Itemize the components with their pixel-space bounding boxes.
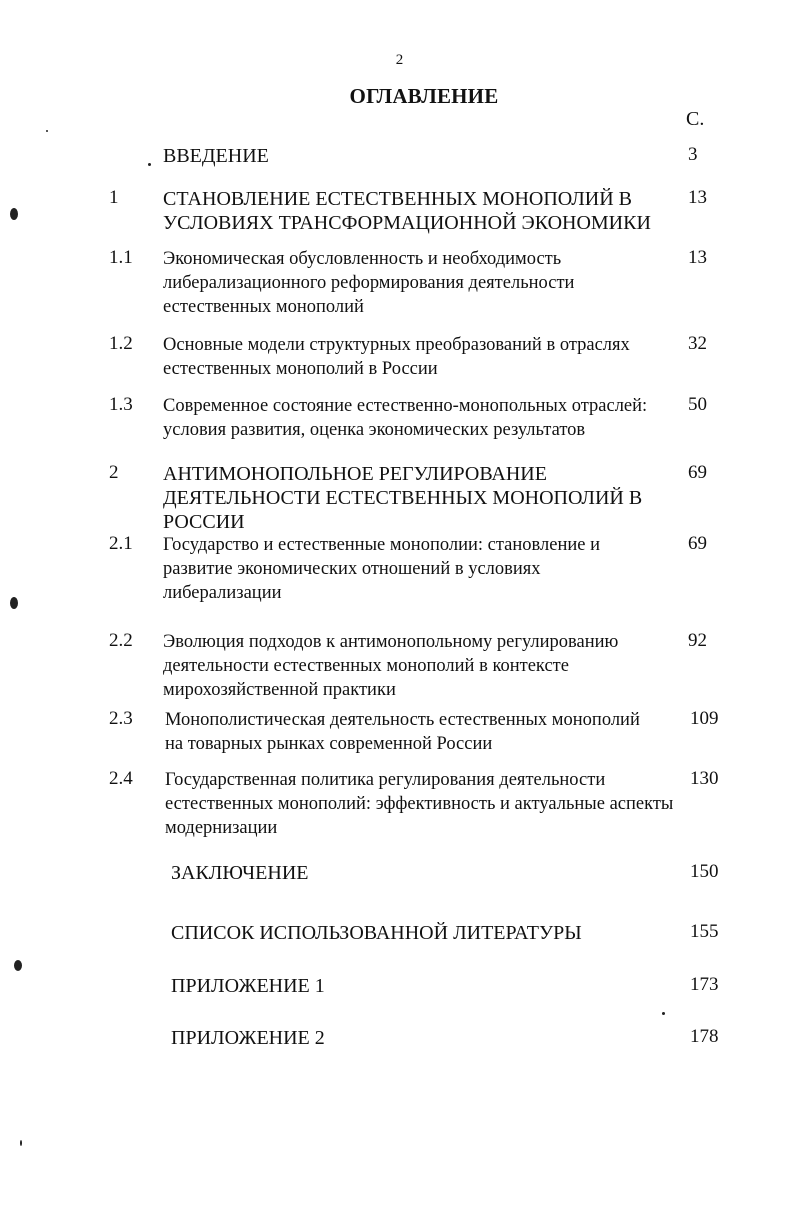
toc-entry-title-line: СПИСОК ИСПОЛЬЗОВАННОЙ ЛИТЕРАТУРЫ <box>171 922 582 944</box>
toc-entry-page: 150 <box>690 861 719 882</box>
toc-entry-page: 130 <box>690 768 719 789</box>
scan-speck <box>20 1140 22 1146</box>
toc-entry-page: 69 <box>688 533 707 554</box>
toc-entry-page: 50 <box>688 394 707 415</box>
toc-entry-title-line: Государственная политика регулирования деятельности <box>165 770 606 790</box>
toc-entry-title-line: РОССИИ <box>163 511 245 533</box>
toc-entry-number: 2.2 <box>109 630 133 651</box>
toc-entry-title-line: ВВЕДЕНИЕ <box>163 145 269 167</box>
toc-entry-title-line: либерализации <box>163 583 282 603</box>
toc-entry-title-line: УСЛОВИЯХ ТРАНСФОРМАЦИОННОЙ ЭКОНОМИКИ <box>163 212 651 234</box>
page-column-label: С. <box>686 108 705 130</box>
toc-entry-number: 1 <box>109 187 119 208</box>
page-number: 2 <box>395 52 404 68</box>
toc-entry-title-line: Современное состояние естественно-монопольных отраслей: <box>163 396 648 416</box>
scan-speck <box>10 597 18 609</box>
toc-entry-title <box>171 921 582 945</box>
toc-entry-title-line: Эволюция подходов к антимонопольному регулированию <box>163 632 619 652</box>
toc-entry-title-line: ЗАКЛЮЧЕНИЕ <box>171 862 309 884</box>
toc-entry-title <box>163 187 651 235</box>
toc-entry-page: 173 <box>690 974 719 995</box>
toc-entry-page: 109 <box>690 708 719 729</box>
toc-entry-title-line: на товарных рынках современной России <box>165 734 493 754</box>
toc-entry-title <box>163 630 618 702</box>
toc-entry-page: 69 <box>688 462 707 483</box>
toc-entry-title <box>163 247 574 319</box>
toc-entry-page: 32 <box>688 333 707 354</box>
toc-entry-number: 2.3 <box>109 708 133 729</box>
toc-entry-title <box>163 333 630 381</box>
toc-entry-title-line: ПРИЛОЖЕНИЕ 2 <box>171 1027 325 1049</box>
toc-entry-title <box>171 1026 325 1050</box>
toc-entry-page: 178 <box>690 1026 719 1047</box>
toc-entry-title-line: Государство и естественные монополии: становление и <box>163 535 601 555</box>
toc-entry-title-line: развитие экономических отношений в условиях <box>163 559 541 579</box>
toc-entry-title-line: ДЕЯТЕЛЬНОСТИ ЕСТЕСТВЕННЫХ МОНОПОЛИЙ В <box>163 487 643 509</box>
toc-entry-title <box>165 768 673 840</box>
scan-speck <box>662 1012 665 1015</box>
toc-entry-title <box>163 533 600 605</box>
toc-entry-title <box>163 462 642 534</box>
scan-speck <box>148 163 151 166</box>
toc-entry-title-line: СТАНОВЛЕНИЕ ЕСТЕСТВЕННЫХ МОНОПОЛИЙ В <box>163 188 633 210</box>
toc-entry-title-line: Основные модели структурных преобразований в отраслях <box>163 335 630 355</box>
toc-entry-title-line: естественных монополий в России <box>163 359 438 379</box>
toc-entry-number: 2.1 <box>109 533 133 554</box>
toc-entry-title-line: модернизации <box>165 818 278 838</box>
toc-entry-number: 2 <box>109 462 119 483</box>
toc-entry-title <box>171 861 308 885</box>
toc-entry-title-line: Экономическая обусловленность и необходимость <box>163 249 562 269</box>
toc-entry-title <box>171 974 325 998</box>
toc-entry-page: 13 <box>688 247 707 268</box>
toc-entry-title-line: либерализационного реформирования деятельности <box>163 273 575 293</box>
toc-entry-page: 3 <box>688 144 698 165</box>
toc-entry-title-line: естественных монополий: эффективность и актуальные аспекты <box>165 794 674 814</box>
toc-entry-title-line: мирохозяйственной практики <box>163 680 396 700</box>
toc-entry-number: 1.3 <box>109 394 133 415</box>
toc-entry-page: 155 <box>690 921 719 942</box>
toc-entry-title <box>165 708 640 756</box>
toc-entry-page: 92 <box>688 630 707 651</box>
scan-speck <box>14 960 22 971</box>
scan-speck <box>46 130 48 132</box>
toc-entry-title-line: АНТИМОНОПОЛЬНОЕ РЕГУЛИРОВАНИЕ <box>163 463 547 485</box>
toc-entry-title-line: Монополистическая деятельность естественных монополий <box>165 710 640 730</box>
toc-entry-number: 2.4 <box>109 768 133 789</box>
toc-entry-title-line: естественных монополий <box>163 297 364 317</box>
page-title: ОГЛАВЛЕНИЕ <box>349 84 499 108</box>
toc-entry-title-line: условия развития, оценка экономических результатов <box>163 420 586 440</box>
toc-entry-page: 13 <box>688 187 707 208</box>
toc-entry-title-line: деятельности естественных монополий в контексте <box>163 656 569 676</box>
toc-entry-title-line: ПРИЛОЖЕНИЕ 1 <box>171 975 325 997</box>
toc-entry-title <box>163 394 647 442</box>
toc-entry-number: 1.1 <box>109 247 133 268</box>
toc-entry-title <box>163 144 269 168</box>
scan-speck <box>10 208 18 220</box>
toc-entry-number: 1.2 <box>109 333 133 354</box>
